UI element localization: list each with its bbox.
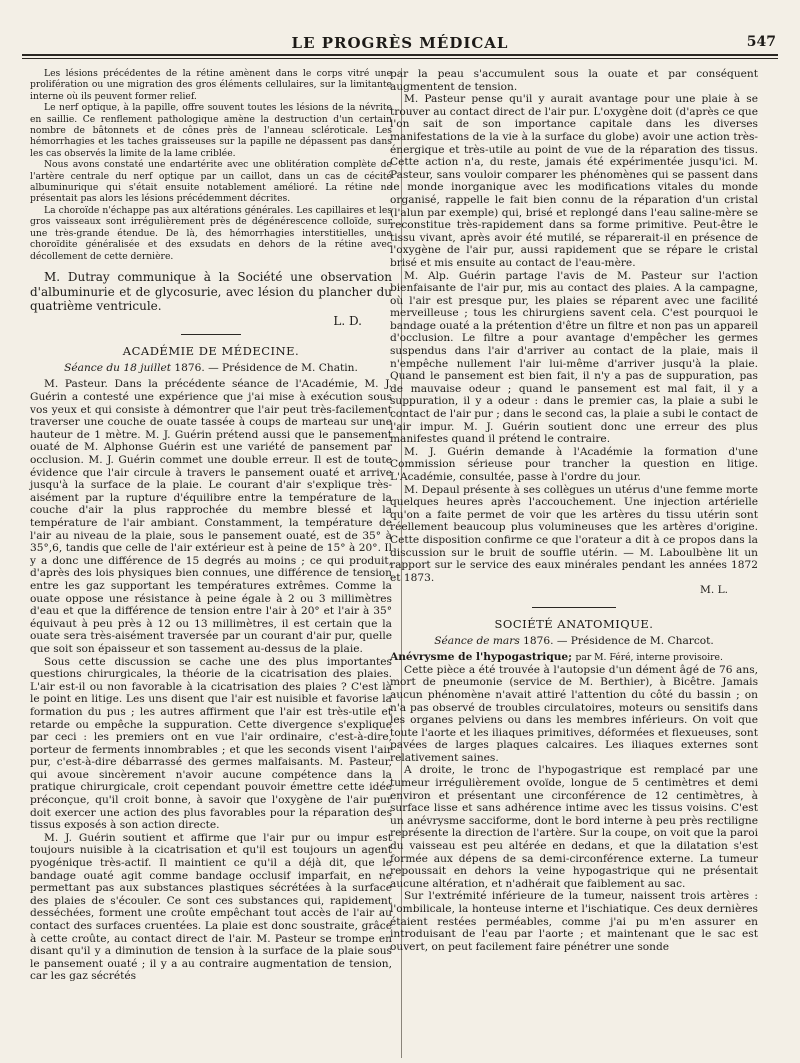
page-number: 547: [746, 34, 776, 50]
running-title: LE PROGRÈS MÉDICAL: [291, 34, 509, 52]
paragraph: Les lésions précédentes de la rétine amènent dans le corps vitré une prolifération ou une migration des gros éléments cellulaires, sur la limitante interne où ils peuvent former relief.: [30, 68, 392, 102]
session-info: 1876. — Présidence de M. Charcot.: [523, 634, 714, 647]
paragraph: Le nerf optique, à la papille, offre souvent toutes les lésions de la névrite en saillie. Ce renflement pathologique amène la destruction d'un certain nombre de bâtonnets et de cônes près de l'anneau scléroticale. Les hémorrhagies et les taches graisseuses sur la papille ne dépassent pas dans les cas observés la limite de la lame criblée.: [30, 102, 392, 159]
paragraph: M. J. Guérin demande à l'Académie la formation d'une Commission sérieuse pour trancher la question en litige. L'Académie, consultée, passe à l'ordre du jour.: [390, 445, 758, 483]
page-header: [22, 34, 778, 56]
session-date: Séance du 18 juillet: [64, 361, 171, 374]
section-divider: [532, 607, 616, 608]
session-date: Séance de mars: [434, 634, 520, 647]
right-column: [390, 68, 758, 953]
section-divider: [181, 334, 241, 335]
section-title: ACADÉMIE DE MÉDECINE.: [122, 344, 300, 359]
paragraph: Sous cette discussion se cache une des plus importantes questions chirurgicales, la théorie de la cicatrisation des plaies. L'air est-il ou non favorable à la cicatrisation des plaies ? C'est là le point en litige. Les uns disent que l'air est nuisible et favorise la formation du pus ; les autres affirment que l'air est très-utile et retarde ou empêche la suppuration. Cette divergence s'explique par ceci : les premiers ont en vue l'air ordinaire, c'est-à-dire, porteur de ferments innombrables ; et que les seconds visent l'air pur, c'est-à-dire débarrassé des germes malfaisants. M. Pasteur, qui avoue sincèrement n'avoir aucune compétence dans la pratique chirurgicale, croit cependant pouvoir émettre cette idée préconçue, qu'il croit bonne, à savoir que l'oxygène de l'air pur doit exercer une action des plus favorables pour la réparation des tissus exposés à son action directe.: [30, 655, 392, 832]
signature: M. L.: [700, 584, 728, 597]
paragraph: M. Pasteur. Dans la précédente séance de l'Académie, M. J. Guérin a contesté une expérience que j'ai mise à exécution sous vos yeux et qui consiste à démontrer que l'air peut très-facilement traverser une couche de ouate tassée à coups de marteau sur une hauteur de 1 mètre. M. J. Guérin prétend aussi que le pansement ouaté de M. Alphonse Guérin est une variété de pansement par occlusion. M. J. Guérin commet une double erreur. Il est de toute évidence que l'air circule à travers le pansement ouaté et arrive jusqu'à la surface de la plaie. Le courant d'air s'explique très-aisément par la rupture d'équilibre entre la température de la couche d'air la plus rapprochée du membre blessé et la température de l'air ambiant. Constamment, la température de l'air au niveau de la plaie, sous le pansement ouaté, est de 35° à 35°,6, tandis que celle de l'air extérieur est à peine de 15° à 20°. Il y a donc une différence de 15 degrés au moins ; ce qui produit, d'après des lois physiques bien connues, une différence de tension entre les gaz supportant les températures extrêmes. Comme la ouate oppose une résistance à peine égale à 2 ou 3 millimètres d'eau et que la différence de tension entre l'air à 20° et l'air à 35° équivaut à peu près à 12 ou 13 millimètres, il est certain que la ouate sera très-aisément traversée par un courant d'air pur, quelle que soit son épaisseur et son tassement au-dessus de la plaie.: [30, 378, 392, 655]
paragraph: Sur l'extrémité inférieure de la tumeur, naissent trois artères : l'ombilicale, la honteuse interne et l'ischiatique. Ces deux dernières étaient restées perméables, comme j'ai pu m'en assurer en introduisant de l'eau par l'aorte ; et maintenant que le sac est ouvert, on peut facilement faire pénétrer une sonde: [390, 890, 758, 953]
section-title: SOCIÉTÉ ANATOMIQUE.: [494, 616, 654, 631]
paragraph: par la peau s'accumulent sous la ouate et par conséquent augmentent de tension.: [390, 68, 758, 93]
article-author: par M. Féré, interne provisoire.: [575, 652, 723, 664]
paragraph: Cette pièce a été trouvée à l'autopsie d'un dément âgé de 76 ans, mort de pneumonie (service de M. Berthier), à Bicêtre. Jamais aucun phénomène n'avait attiré l'attention du côté du bassin ; on n'a pas observé de troubles circulatoires, moteurs ou sensitifs dans les organes pelviens ou dans les membres inférieurs. On voit que toute l'aorte et les iliaques primitives, déformées et flexueuses, sont pavées de larges plaques calcaires. Les iliaques externes sont relativement saines.: [390, 663, 758, 764]
left-column: [30, 68, 392, 983]
article-heading: [390, 651, 758, 664]
paragraph: M. J. Guérin soutient et affirme que l'air pur ou impur est toujours nuisible à la cicatrisation et qu'il est toujours un agent pyogénique très-actif. Il maintient ce qu'il a déjà dit, que le bandage ouaté agit comme bandage occlusif imparfait, en ne permettant pas aux substances plastiques sécrétées à la surface des plaies de s'écouler. Ce sont ces substances qui, rapidement desséchées, forment une croûte empêchant tout accès de l'air au contact des surfaces cruentées. La plaie est donc soustraite, grâce à cette croûte, au contact direct de l'air. M. Pasteur se trompe en disant qu'il y a diminution de tension à la surface de la plaie sous le pansement ouaté ; il y a au contraire augmentation de tension, car les gaz sécrétés: [30, 831, 392, 983]
paragraph: A droite, le tronc de l'hypogastrique est remplacé par une tumeur irrégulièrement ovoïde, longue de 5 centimètres et demi environ et présentant une circonférence de 12 centimètres, à surface lisse et sans adhérence intime avec les tissus voisins. C'est un anévrysme sacciforme, dont le bord interne à peu près rectiligne représente la direction de l'artère. Sur la coupe, on voit que la paroi du vaisseau est peu altérée en dedans, et que la dilatation s'est formée aux dépens de sa demi-circonférence externe. La tumeur repoussait en dehors la veine hypogastrique qui ne présentait aucune altération, et n'adhérait que faiblement au sac.: [390, 764, 758, 890]
paragraph: M. Pasteur pense qu'il y aurait avantage pour une plaie à se trouver au contact direct de l'air pur. L'oxygène doit (d'après ce que l'on sait de son importance capitale dans les diverses manifestations de la vie à la surface du globe) avoir une action très-énergique et très-utile au point de vue de la réparation des tissus. Cette action n'a, du reste, jamais été expérimentée jusqu'ici. M. Pasteur, sans vouloir comparer les phénomènes qui se passent dans le monde inorganique avec les modifications vitales du monde organisé, rappelle le fait bien connu de la réparation d'un cristal (l'alun par exemple) qui, brisé et replongé dans l'eau saline-mère se reconstitue très-rapidement dans sa forme primitive. Peut-être le tissu vivant, après avoir été mutilé, se réparerait-il en présence de l'oxygène de l'air pur, aussi rapidement que se répare le cristal brisé et mis ensuite au contact de l'eau-mère.: [390, 93, 758, 269]
paragraph: La choroïde n'échappe pas aux altérations générales. Les capillaires et les gros vaisseaux sont irrégulièrement près de dégénérescence colloïde, sur une très-grande étendue. De là, des hémorrhagies interstitielles, une choroïdite généralisée et des exsudats en dehors de la rétine avec décollement de cette dernière.: [30, 204, 392, 262]
paragraph: M. Depaul présente à ses collègues un utérus d'une femme morte quelques heures après l'accouchement. Une injection artérielle qu'on a faite permet de voir que les artères du tissu utérin sont réellement beaucoup plus volumineuses que les artères d'origine. Cette disposition confirme ce que l'orateur a dit à ce propos dans la discussion sur le bruit de souffle utérin. — M. Laboulbène lit un rapport sur le service des eaux minérales pendant les années 1872 et 1873.: [390, 483, 758, 584]
session-info: 1876. — Présidence de M. Chatin.: [174, 361, 358, 374]
paragraph: Nous avons constaté une endartérite avec une oblitération complète de l'artère centrale du nerf optique par un caillot, dans un cas de cécité albuminurique qui s'était ensuite notablement amélioré. La rétine ne présentait pas alors les lésions précédemment décrites.: [30, 159, 392, 205]
session-line: [30, 362, 392, 375]
paragraph: M. Dutray communique à la Société une observation d'albuminurie et de glycosurie, avec lésion du plancher du quatrième ventricule.: [30, 269, 392, 314]
session-line: [390, 635, 758, 648]
signature: L. D.: [333, 313, 362, 328]
article-title: Anévrysme de l'hypogastrique;: [390, 651, 573, 664]
paragraph: M. Alp. Guérin partage l'avis de M. Pasteur sur l'action bienfaisante de l'air pur, mis au contact des plaies. A la campagne, où l'air est presque pur, les plaies se réparent avec une facilité merveilleuse ; tous les chirurgiens savent cela. C'est pourquoi le bandage ouaté a la prétention d'être un filtre et non pas un appareil d'occlusion. Le filtre a pour avantage d'empêcher les germes suspendus dans l'air d'arriver au contact de la plaie, mais il n'empêche nullement l'air lui-même d'arriver jusqu'à la plaie. Quand le pansement est bien fait, il n'y a pas de suppuration, pas de mauvaise odeur ; quand le pansement est mal fait, il y a suppuration, il y a odeur : dans le premier cas, la plaie a subi le contact de l'air pur ; dans le second cas, la plaie a subi le contact de l'air impur. M. J. Guérin soutient donc une erreur des plus manifestes quand il prétend le contraire.: [390, 269, 758, 446]
